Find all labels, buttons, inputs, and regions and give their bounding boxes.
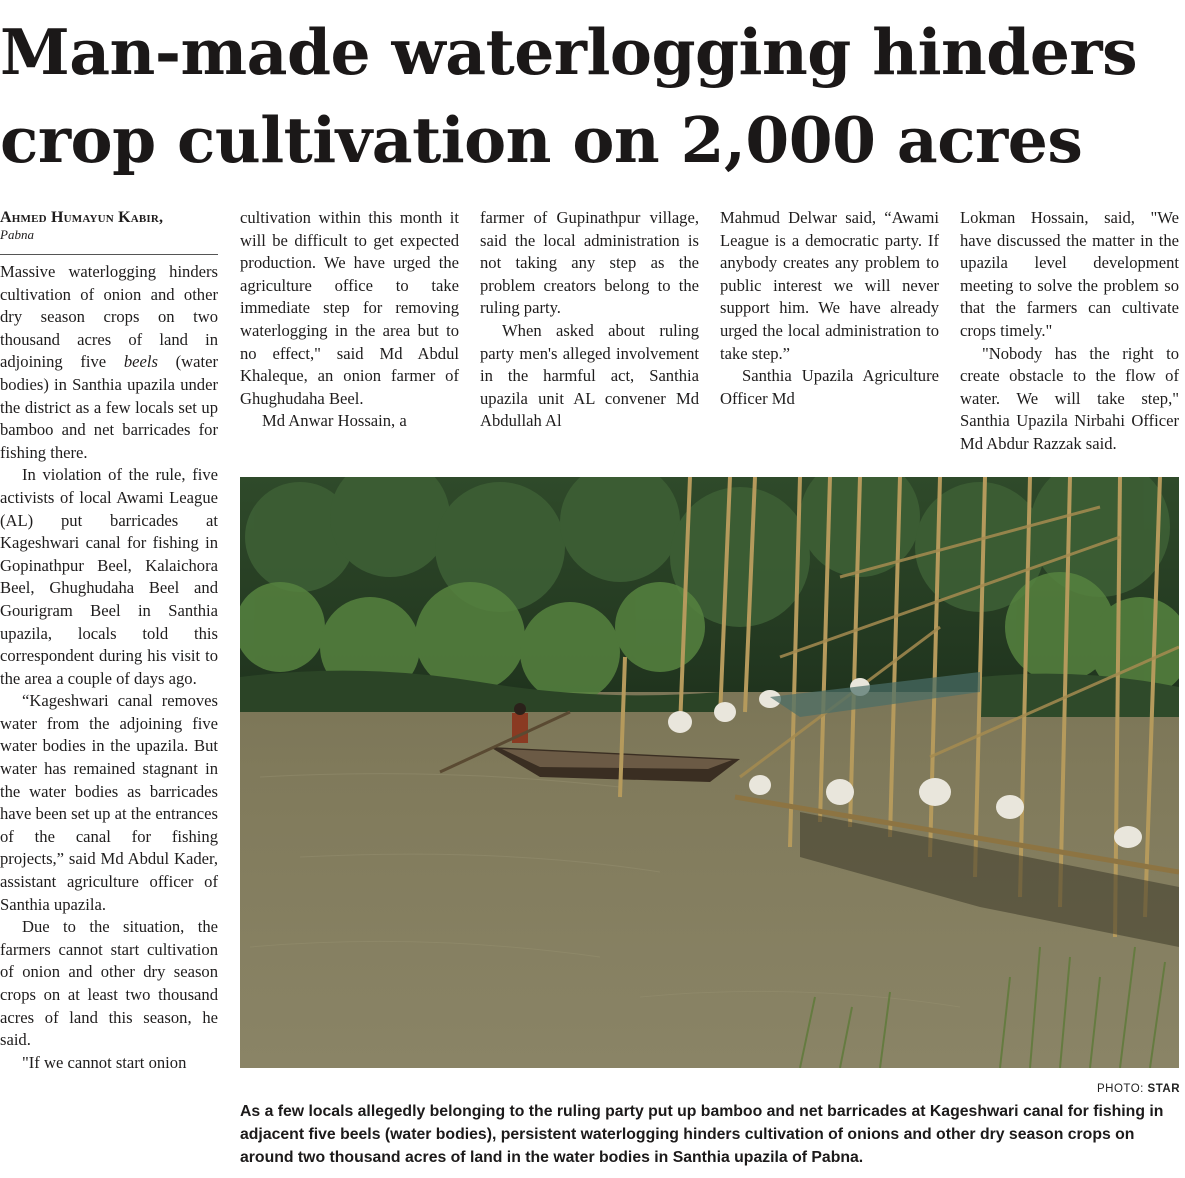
byline — [0, 208, 218, 243]
paragraph: In violation of the rule, five activists of local Awami League (AL) put barricades at Kageshwari canal for fishing in Gopinathpur Beel, Kalaichora Beel, Ghughudaha Beel and Gourigram Beel in Santhia upazila, locals told this correspondent during his visit to the area a couple of days ago. — [0, 465, 218, 688]
paragraph — [0, 261, 218, 464]
photo-credit — [1000, 1083, 1180, 1095]
byline-author: Ahmed Humayun Kabir, — [0, 209, 164, 226]
paragraph: Md Anwar Hossain, a — [262, 411, 407, 431]
byline-location: Pabna — [0, 227, 34, 242]
paragraph: “Kageshwari canal removes water from the adjoining five water bodies in the upazila. But water has remained stagnant in the water bodies as barricades have been set up at the entrances of the canal for fishing projects,” said Md Abdul Kader, assistant agriculture officer of Santhia upazila. — [0, 691, 218, 914]
paragraph: cultivation within this month it will be difficult to get expected production. We have urged the agriculture office to take immediate step for removing waterlogging in the area but to no effect," said Md Abdul Khaleque, an onion farmer of Ghughudaha Beel. — [240, 208, 459, 408]
headline — [0, 8, 1185, 184]
headline-line-2: crop cultivation on 2,000 acres — [0, 103, 1083, 177]
paragraph-emphasis: beels — [123, 352, 158, 372]
article-column-4 — [720, 207, 939, 410]
article-column-1 — [0, 261, 218, 1074]
photo-credit-source: STAR — [1147, 1083, 1180, 1095]
paragraph: Due to the situation, the farmers cannot start cultivation of onion and other dry season crops on at least two thousand acres of land this season, he said. — [0, 917, 218, 1050]
paragraph: Santhia Upazila Agriculture Officer Md — [720, 366, 939, 408]
headline-line-1: Man-made waterlogging hinders — [0, 15, 1138, 89]
paragraph: Mahmud Delwar said, “Awami League is a democratic party. If anybody creates any problem to public interest we will never support him. We have already urged the local administration to take step.” — [720, 208, 939, 363]
article-column-5 — [960, 207, 1179, 456]
news-photo — [240, 477, 1179, 1068]
article-column-2 — [240, 207, 459, 433]
paragraph: farmer of Gupinathpur village, said the local administration is not taking any step as the problem creators belong to the ruling party. — [480, 208, 699, 318]
canal-barricade-illustration — [240, 477, 1179, 1068]
photo-credit-prefix: PHOTO: — [1096, 1083, 1148, 1095]
photo-caption: As a few locals allegedly belonging to the ruling party put up bamboo and net barricades at Kageshwari canal for fishing in adjacent five beels (water bodies), persistent waterlogging hinders cultivation of onions and other dry season crops on around two thousand acres of land in the water bodies in Santhia upazila of Pabna. — [240, 1103, 1164, 1166]
paragraph-text: Massive waterlogging hinders cultivation of onion and other dry season crops on two thousand acres of land in adjoining five — [0, 262, 218, 372]
paragraph: When asked about ruling party men's alleged involvement in the harmful act, Santhia upazila unit AL convener Md Abdullah Al — [480, 320, 699, 431]
article-column-3 — [480, 207, 699, 433]
paragraph-text: (water bodies) in Santhia upazila under the district as a few locals set up bamboo and net barricades for fishing there. — [0, 352, 218, 462]
paragraph: "If we cannot start onion — [22, 1052, 187, 1072]
byline-divider — [0, 254, 218, 255]
paragraph: Lokman Hossain, said, "We have discussed the matter in the upazila level development meeting to solve the problem so that the farmers can cultivate crops timely." — [960, 208, 1179, 340]
paragraph: "Nobody has the right to create obstacle to the flow of water. We will take step," Santhia Upazila Nirbahi Officer Md Abdur Razzak said. — [960, 343, 1179, 453]
